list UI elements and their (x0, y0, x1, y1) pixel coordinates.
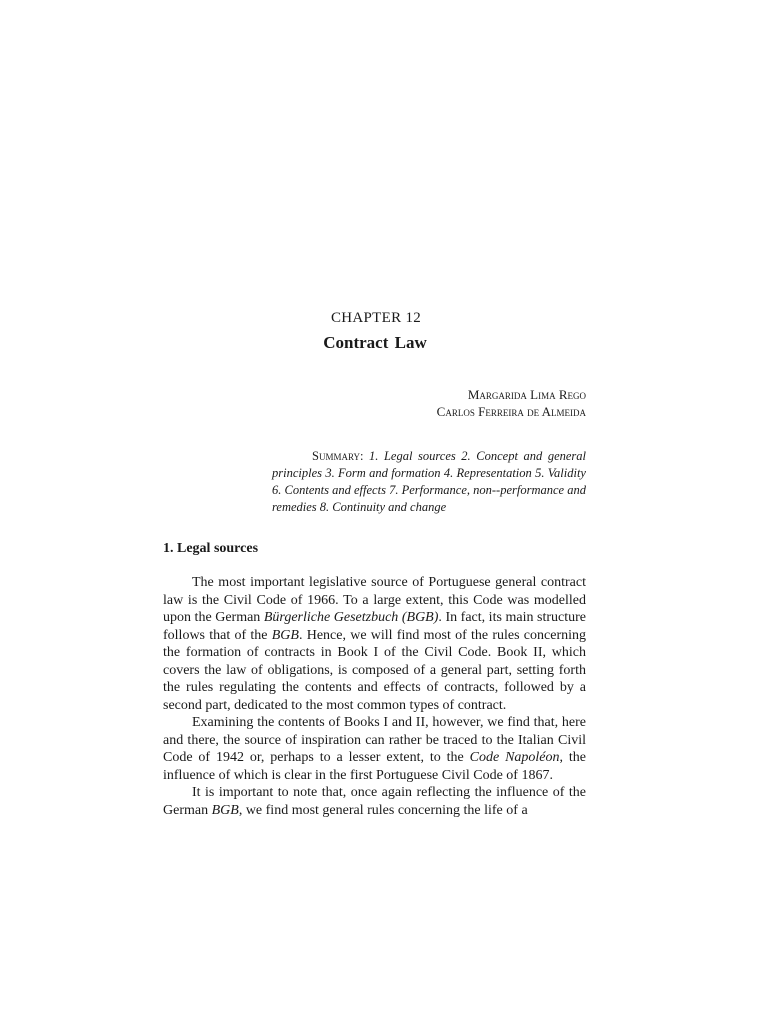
text-run: . Hence, we will find most of the rules concerning the formation of contracts in Book I of the Civil Code. Book II, which covers the law of obligations, is composed of a general part, setting forth the rules regulating the contents and effects of contracts, followed by a second part, dedicated to the most common types of contract. (163, 627, 586, 713)
chapter-title: Contract Law (323, 333, 427, 352)
text-run: It is important to note that, once again reflecting the influence of the German (163, 785, 586, 818)
section-heading: 1. Legal sources (163, 541, 259, 556)
author-list (437, 386, 586, 420)
paragraph (163, 784, 586, 819)
text-run: The most important legislative source of Portuguese general contract law is the Civil Code of 1966. To a large extent, this Code was modelled upon the German (163, 575, 586, 625)
text-run: , the influence of which is clear in the first Portuguese Civil Code of 1867. (163, 750, 586, 783)
summary-label: Summary: (312, 449, 364, 463)
text-run: . In fact, its main structure follows that of the (163, 610, 586, 643)
text-run: Examining the contents of Books I and II, however, we find that, here and there, the source of inspiration can rather be traced to the Italian Civil Code of 1942 or, perhaps to a lesser extent, to the (163, 715, 586, 765)
chapter-number-text: CHAPTER 12 (330, 310, 422, 326)
italic-term: Code Napoléon (469, 750, 560, 765)
text-run: , we find most general rules concerning the life of a (238, 802, 528, 818)
italic-term: BGB (211, 802, 239, 818)
paragraph (163, 714, 586, 784)
chapter-number (0, 310, 752, 327)
summary-text: 1. Legal sources 2. Concept and general principles 3. Form and formation 4. Representation 5. Validity 6. Contents and effects 7. Performance, non--performance and remedies 8. Continuity and change (272, 449, 586, 514)
chapter-summary (272, 448, 586, 516)
author-name: Carlos Ferreira de Almeida (436, 404, 586, 419)
paragraph (163, 574, 586, 714)
body-text (163, 574, 586, 819)
italic-term: Bürgerliche Gesetzbuch (BGB) (263, 610, 439, 625)
italic-term: BGB (271, 627, 299, 643)
author-name: Margarida Lima Rego (467, 387, 586, 402)
